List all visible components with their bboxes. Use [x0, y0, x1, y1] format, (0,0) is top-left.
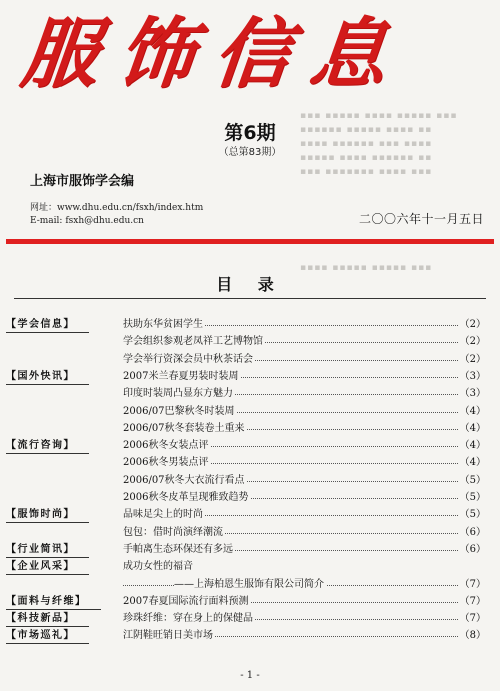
- toc-page-number: （6）: [458, 523, 486, 538]
- toc-item-title[interactable]: 2006/07秋冬套装卷土重来: [123, 419, 247, 434]
- toc-item-title[interactable]: ——上海柏恩生服饰有限公司简介: [174, 575, 326, 590]
- toc-section-label: 【市场巡礼】: [6, 626, 75, 641]
- contact-block: [30, 202, 203, 228]
- toc-row: [0, 470, 500, 487]
- toc-row: [0, 349, 500, 366]
- toc-row: [0, 574, 500, 591]
- toc-row: [0, 401, 500, 418]
- toc-row: [0, 487, 500, 504]
- toc-section-label: 【国外快讯】: [6, 367, 75, 382]
- toc-page-number: （7）: [458, 609, 486, 624]
- issue-total: （总第83期）: [218, 147, 282, 158]
- toc-item-title[interactable]: 扶助东华贫困学生: [123, 315, 205, 330]
- show-through-text: ▪▪▪▪▪▪ ▪▪▪▪▪ ▪▪▪▪ ▪▪: [300, 125, 433, 135]
- toc-item-title[interactable]: 江阴鞋旺销日美市场: [123, 626, 215, 641]
- toc-row: [0, 383, 500, 400]
- toc-page-number: （2）: [458, 350, 486, 365]
- publisher: 上海市服饰学会编: [30, 174, 135, 189]
- toc-item-title[interactable]: 2006/07巴黎秋冬时装周: [123, 402, 237, 417]
- toc-page-number: （7）: [458, 575, 486, 590]
- toc-page-number: （5）: [458, 488, 486, 503]
- issue-date: 二〇〇六年十一月五日: [358, 212, 484, 226]
- toc-section-label: 【流行咨询】: [6, 436, 75, 451]
- toc-section-label: 【面料与纤维】: [6, 592, 87, 607]
- toc-page-number: （5）: [458, 505, 486, 520]
- toc-item-title[interactable]: 2006秋冬女装点评: [123, 436, 210, 451]
- toc-item-title[interactable]: 2007米兰春夏男装时装周: [123, 367, 240, 382]
- show-through-text: ▪▪▪▪▪ ▪▪▪▪ ▪▪▪▪▪▪ ▪▪: [300, 153, 433, 163]
- toc-item-title[interactable]: 印度时装周凸显东方魅力: [123, 384, 235, 399]
- toc-row: [0, 314, 500, 331]
- toc-item-title[interactable]: 手帕离生态环保还有多远: [123, 540, 235, 555]
- toc-row: [0, 452, 500, 469]
- toc-item-title[interactable]: 珍珠纤维：穿在身上的保健品: [123, 609, 255, 624]
- toc-page-number: （2）: [458, 332, 486, 347]
- toc-page-number: （2）: [458, 315, 486, 330]
- toc-item-title[interactable]: 品味足尖上的时尚: [123, 505, 205, 520]
- toc-row: [0, 366, 500, 383]
- toc-item-title[interactable]: 包包：借时尚演绎潮流: [123, 523, 225, 538]
- toc-row: [0, 625, 500, 642]
- toc-title: 目 录: [216, 275, 284, 294]
- show-through-text: ▪▪▪▪ ▪▪▪▪▪▪ ▪▪▪ ▪▪▪▪: [300, 139, 433, 149]
- website-line: 网址：www.dhu.edu.cn/fsxh/index.htm: [30, 203, 204, 213]
- show-through-text: ▪▪▪▪ ▪▪▪▪▪ ▪▪▪▪▪ ▪▪▪: [300, 263, 433, 273]
- red-divider: [6, 239, 494, 244]
- toc-section-label: 【企业风采】: [6, 557, 75, 572]
- toc-section-label: 【科技新品】: [6, 609, 75, 624]
- toc-page-number: （7）: [458, 592, 486, 607]
- show-through-text: ▪▪▪ ▪▪▪▪▪▪▪ ▪▪▪▪ ▪▪▪: [300, 167, 433, 177]
- toc-page-number: （4）: [458, 436, 486, 451]
- show-through-text: ▪▪▪ ▪▪▪▪▪ ▪▪▪▪ ▪▪▪▪▪ ▪▪▪: [300, 111, 458, 121]
- toc-row: [0, 331, 500, 348]
- toc-row: [0, 522, 500, 539]
- masthead-title: 服饰信息: [17, 9, 411, 98]
- page-number: - 1 -: [240, 670, 260, 681]
- toc-item-title[interactable]: 2006/07秋冬大衣流行看点: [123, 471, 247, 486]
- toc-divider: [14, 298, 486, 299]
- toc-page-number: （4）: [458, 402, 486, 417]
- toc-item-title[interactable]: 2006秋冬男装点评: [123, 453, 210, 468]
- toc-section-label: 【行业简讯】: [6, 540, 75, 555]
- toc-item-title[interactable]: 2007春夏国际流行面料预测: [123, 592, 250, 607]
- toc-page-number: （6）: [458, 540, 486, 555]
- toc-row: [0, 556, 500, 573]
- toc-row: [0, 591, 500, 608]
- toc-item-title[interactable]: 学会组织参观老凤祥工艺博物馆: [123, 332, 265, 347]
- toc-section-label: 【服饰时尚】: [6, 505, 75, 520]
- issue-number: 第6期: [224, 122, 276, 144]
- toc-page-number: （5）: [458, 471, 486, 486]
- toc-page-number: （4）: [458, 453, 486, 468]
- toc-section-label: 【学会信息】: [6, 315, 75, 330]
- toc-row: [0, 504, 500, 521]
- toc-row: [0, 608, 500, 625]
- toc-page-number: （8）: [458, 626, 486, 641]
- toc-page-number: （3）: [458, 384, 486, 399]
- toc-row: [0, 418, 500, 435]
- toc-item-title[interactable]: 学会举行资深会员中秋茶话会: [123, 350, 255, 365]
- email-line: E-mail: fsxh@dhu.edu.cn: [30, 216, 144, 226]
- toc-row: [0, 435, 500, 452]
- toc-page-number: （4）: [458, 419, 486, 434]
- toc-page-number: （3）: [458, 367, 486, 382]
- toc-row: [0, 539, 500, 556]
- toc-item-title[interactable]: 2006秋冬皮革呈现雅致趋势: [123, 488, 250, 503]
- toc-item-title[interactable]: 成功女性的福音: [123, 557, 195, 572]
